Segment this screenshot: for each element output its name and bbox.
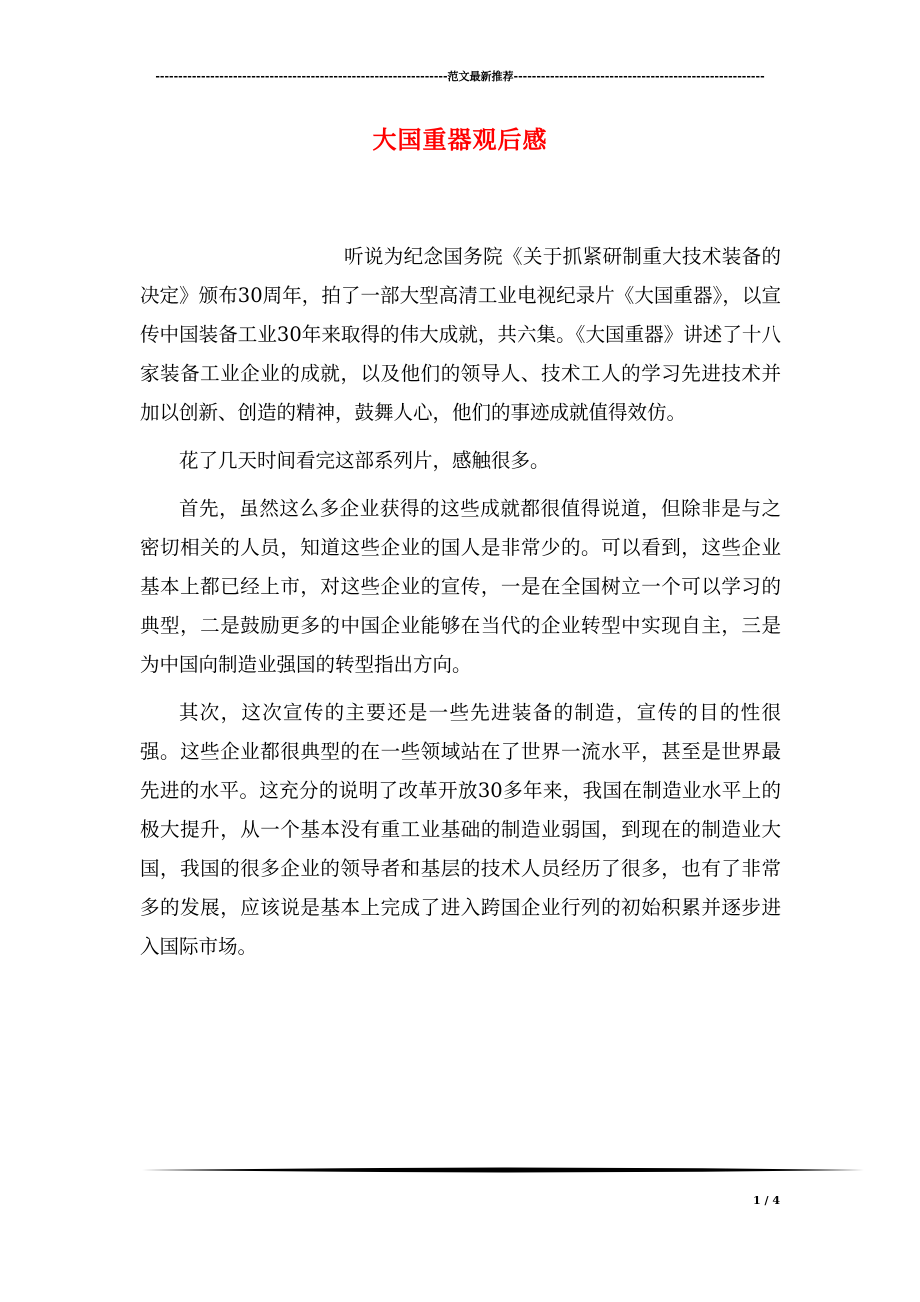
header-banner: ----------------------------------------------------------------范文最新推荐------------------------------------------------------- bbox=[155, 70, 765, 83]
paragraph-4: 其次，这次宣传的主要还是一些先进装备的制造，宣传的目的性很强。这些企业都很典型的在一些领域站在了世界一流水平，甚至是世界最先进的水平。这充分的说明了改革开放30多年来，我国在制造业水平上的极大提升，从一个基本没有重工业基础的制造业弱国，到现在的制造业大国，我国的很多企业的领导者和基层的技术人员经历了很多，也有了非常多的发展，应该说是基本上完成了进入跨国企业行列的初始积累并逐步进入国际市场。 bbox=[140, 701, 781, 958]
paragraph-2: 花了几天时间看完这部系列片，感触很多。 bbox=[179, 449, 550, 472]
footer-divider bbox=[142, 1166, 864, 1174]
document-title: 大国重器观后感 bbox=[372, 126, 548, 154]
paragraph-1: 听说为纪念国务院《关于抓紧研制重大技术装备的决定》颁布30周年，拍了一部大型高清工业电视纪录片《大国重器》，以宣传中国装备工业30年来取得的伟大成就，共六集。《大国重器》讲述了十八家装备工业企业的成就，以及他们的领导人、技术工人的学习先进技术并加以创新、创造的精神，鼓舞人心，他们的事迹成就值得效仿。 bbox=[140, 245, 781, 424]
page-number: 1 / 4 bbox=[753, 1194, 780, 1207]
paragraph-3: 首先，虽然这么多企业获得的这些成就都很值得说道，但除非是与之密切相关的人员，知道这些企业的国人是非常少的。可以看到，这些企业基本上都已经上市，对这些企业的宣传，一是在全国树立一个可以学习的典型，二是鼓励更多的中国企业能够在当代的企业转型中实现自主，三是为中国向制造业强国的转型指出方向。 bbox=[140, 497, 781, 676]
document-body bbox=[140, 237, 781, 975]
